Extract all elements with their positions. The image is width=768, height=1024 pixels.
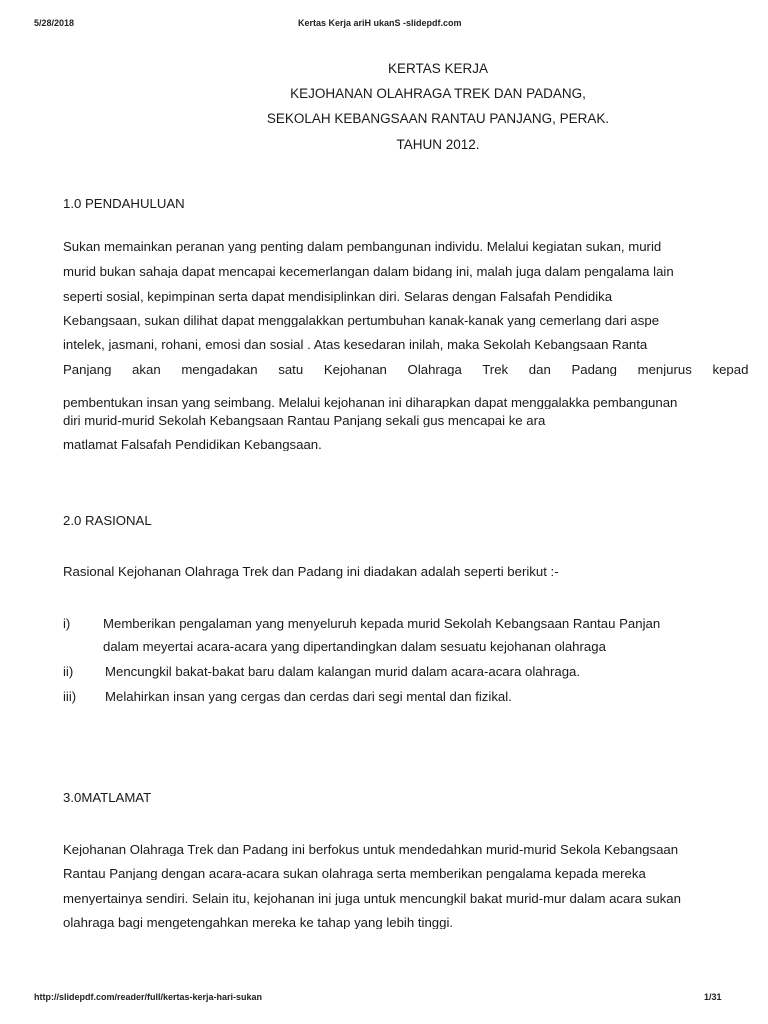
doc-title-line-2: KEJOHANAN OLAHRAGA TREK DAN PADANG, [290,86,586,101]
paragraph-line: Sukan memainkan peranan yang penting dalam pembangunan individu. Melalui kegiatan sukan, murid [63,240,662,254]
paragraph-line: Kebangsaan, sukan dilihat dapat menggalakkan pertumbuhan kanak-kanak yang cemerlang dari aspe [63,314,660,328]
print-date: 5/28/2018 [34,18,75,28]
paragraph-line: Rantau Panjang dengan acara-acara sukan olahraga serta memberikan pengalama kepada mereka [63,867,646,881]
paragraph-line: Kejohanan Olahraga Trek dan Padang ini berfokus untuk mendedahkan murid-murid Sekola Kebangsaan [63,843,679,857]
doc-title-line-3: SEKOLAH KEBANGSAAN RANTAU PANJANG, PERAK. [266,111,610,126]
doc-title-line-1: KERTAS KERJA [387,61,489,76]
paragraph-line: pembentukan insan yang seimbang. Melalui kejohanan ini diharapkan dapat menggalakka pembangunan [63,396,678,410]
print-url: http://slidepdf.com/reader/full/kertas-kerja-hari-sukan [34,992,263,1002]
paragraph-line: murid bukan sahaja dapat mencapai kecemerlangan dalam bidang ini, malah juga dalam pengalama lain [63,265,674,279]
section-heading-matlamat: 3.0MATLAMAT [63,790,152,805]
doc-title-line-4: TAHUN 2012. [396,137,480,152]
paragraph-line: menyertainya sendiri. Selain itu, kejohanan ini juga untuk mencungkil bakat murid-mur dalam acara sukan [63,892,681,906]
paragraph-line: intelek, jasmani, rohani, emosi dan sosial . Atas kesedaran inilah, maka Sekolah Kebangsaan Ranta [63,338,648,352]
list-item-line: Memberikan pengalaman yang menyeluruh kepada murid Sekolah Kebangsaan Rantau Panjan [103,616,661,631]
list-item-line: Melahirkan insan yang cergas dan cerdas dari segi mental dan fizikal. [105,689,512,704]
list-item-line: dalam meyertai acara-acara yang dipertandingkan dalam sesuatu kejohanan olahraga [103,639,606,654]
list-number: iii) [63,689,77,704]
paragraph-line: matlamat Falsafah Pendidikan Kebangsaan. [63,438,322,452]
paragraph-line: seperti sosial, kepimpinan serta dapat mendisiplinkan diri. Selaras dengan Falsafah Pendidika [63,290,613,304]
list-number: i) [63,616,71,631]
section-heading-rasional: 2.0 RASIONAL [63,513,152,528]
rasional-intro: Rasional Kejohanan Olahraga Trek dan Padang ini diadakan adalah seperti berikut :- [63,564,559,579]
section-heading-pendahuluan: 1.0 PENDAHULUAN [63,196,185,211]
print-title: Kertas Kerja ariH ukanS -slidepdf.com [298,18,462,28]
list-item-line: Mencungkil bakat-bakat baru dalam kalangan murid dalam acara-acara olahraga. [105,664,581,679]
paragraph-line: olahraga bagi mengetengahkan mereka ke tahap yang lebih tinggi. [63,916,454,930]
paragraph-line: Panjang akan mengadakan satu Kejohanan Olahraga Trek dan Padang menjurus kepad [63,363,749,377]
list-number: ii) [63,664,74,679]
page-number: 1/31 [704,992,722,1002]
paragraph-line: diri murid-murid Sekolah Kebangsaan Rantau Panjang sekali gus mencapai ke ara [63,414,546,428]
